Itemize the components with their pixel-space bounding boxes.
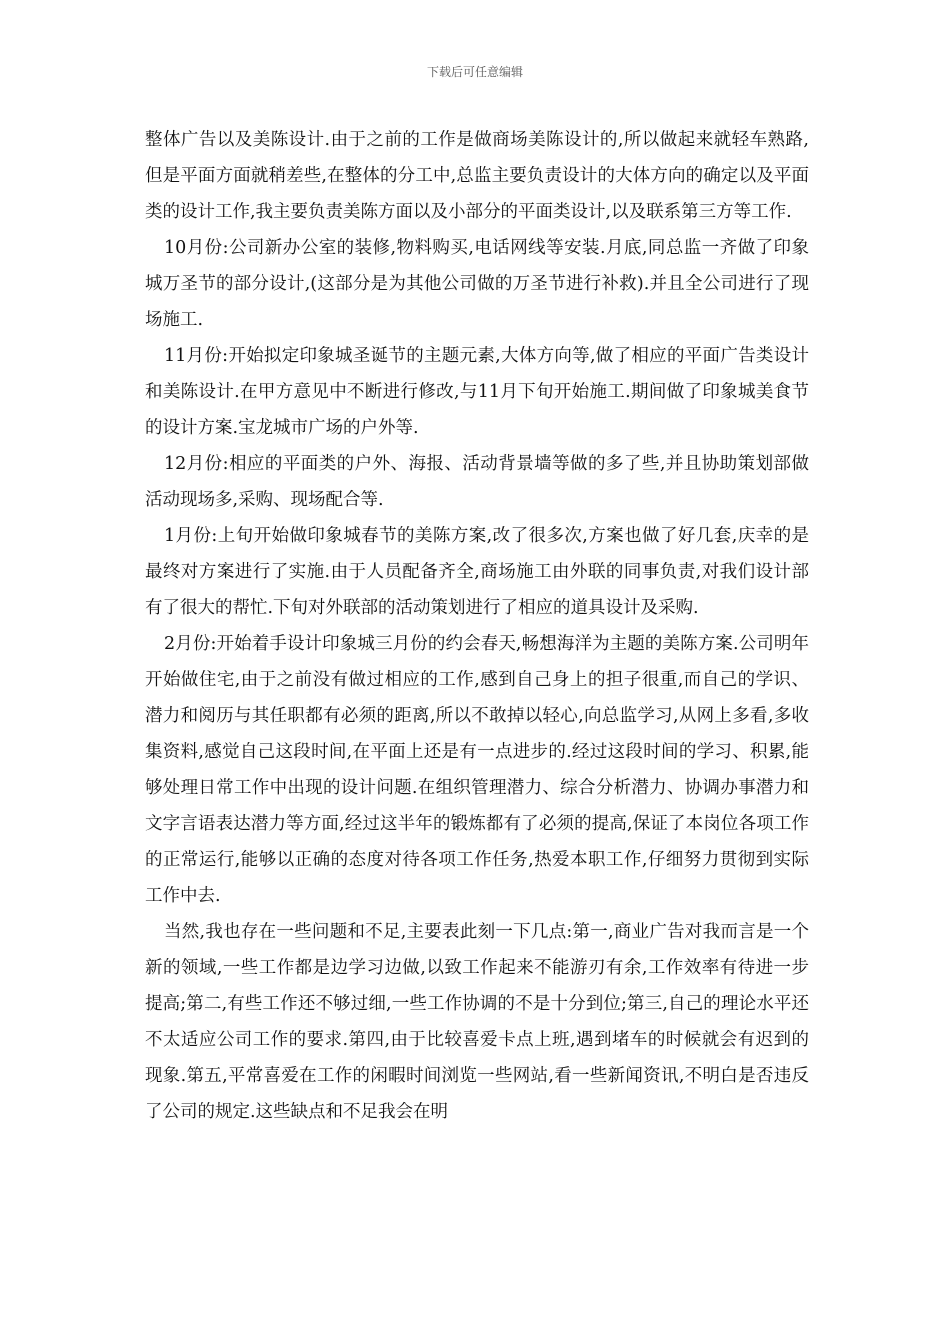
document-body xyxy=(145,122,809,1130)
paragraph-january: 1月份:上旬开始做印象城春节的美陈方案,改了很多次,方案也做了好几套,庆幸的是最终对方案进行了实施.由于人员配备齐全,商场施工由外联的同事负责,对我们设计部有了很大的帮忙.下旬对外联部的活动策划进行了相应的道具设计及采购. xyxy=(145,526,809,618)
page-header: 下载后可任意编辑 xyxy=(426,65,523,79)
paragraph-october: 10月份:公司新办公室的装修,物料购买,电话网线等安装.月底,同总监一齐做了印象城万圣节的部分设计,(这部分是为其他公司做的万圣节进行补救).并且全公司进行了现场施工. xyxy=(145,238,809,330)
paragraph-february: 2月份:开始着手设计印象城三月份的约会春天,畅想海洋为主题的美陈方案.公司明年开始做住宅,由于之前没有做过相应的工作,感到自己身上的担子很重,而自己的学识、潜力和阅历与其任职都有必须的距离,所以不敢掉以轻心,向总监学习,从网上多看,多收集资料,感觉自己这段时间,在平面上还是有一点进步的.经过这段时间的学习、积累,能够处理日常工作中出现的设计问题.在组织管理潜力、综合分析潜力、协调办事潜力和文字言语表达潜力等方面,经过这半年的锻炼都有了必须的提高,保证了本岗位各项工作的正常运行,能够以正确的态度对待各项工作任务,热爱本职工作,仔细努力贯彻到实际工作中去. xyxy=(145,634,809,906)
paragraph-november: 11月份:开始拟定印象城圣诞节的主题元素,大体方向等,做了相应的平面广告类设计和美陈设计.在甲方意见中不断进行修改,与11月下旬开始施工.期间做了印象城美食节的设计方案.宝龙城市广场的户外等. xyxy=(145,346,809,438)
paragraph-issues: 当然,我也存在一些问题和不足,主要表此刻一下几点:第一,商业广告对我而言是一个新的领域,一些工作都是边学习边做,以致工作起来不能游刃有余,工作效率有待进一步提高;第二,有些工作还不够过细,一些工作协调的不是十分到位;第三,自己的理论水平还不太适应公司工作的要求.第四,由于比较喜爱卡点上班,遇到堵车的时候就会有迟到的现象.第五,平常喜爱在工作的闲暇时间浏览一些网站,看一些新闻资讯,不明白是否违反了公司的规定.这些缺点和不足我会在明 xyxy=(145,922,809,1122)
paragraph-intro: 整体广告以及美陈设计.由于之前的工作是做商场美陈设计的,所以做起来就轻车熟路,但是平面方面就稍差些,在整体的分工中,总监主要负责设计的大体方向的确定以及平面类的设计工作,我主要负责美陈方面以及小部分的平面类设计,以及联系第三方等工作. xyxy=(145,130,809,222)
paragraph-december: 12月份:相应的平面类的户外、海报、活动背景墙等做的多了些,并且协助策划部做活动现场多,采购、现场配合等. xyxy=(145,454,809,510)
